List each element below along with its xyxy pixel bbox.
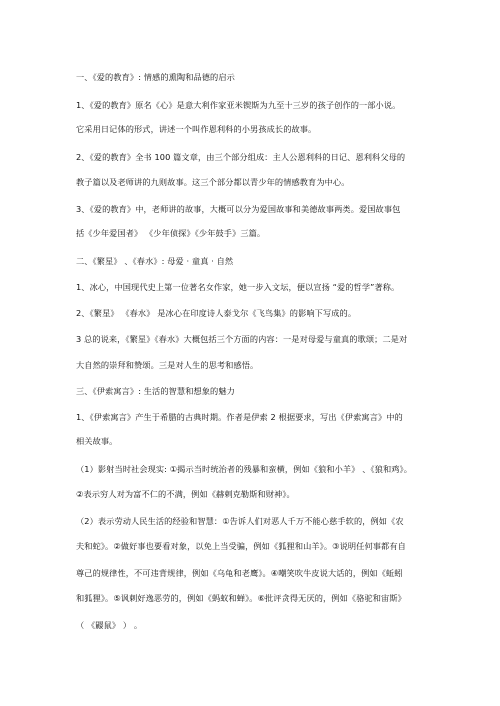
paragraph-line: （1）影射当时社会现实: ①揭示当时统治者的残暴和蛮横，例如《狼和小羊》 、《狼和鸡》。 (76, 464, 413, 474)
section-heading-1: 一、《爱的教育》: 情感的熏陶和品德的启示 (76, 72, 235, 82)
paragraph-line: 1、《伊索寓言》产生于希腊的古典时期。作者是伊索 2 根据要求，写出《伊索寓言》中的 (76, 412, 403, 422)
paragraph-line: 1、冰心，中国现代史上第一位著名女作家，她一步入文坛，便以宣扬 “爱的哲学”著称。 (76, 282, 400, 292)
paragraph-line: 2、《爱的教育》全书 100 篇文章，由三个部分组成：主人公恩利科的日记、恩利科父母的 (76, 152, 406, 162)
paragraph-line: 3 总的说来，《繁星》《春水》大概包括三个方面的内容：一是对母爱与童真的歌颂；二是对 (76, 334, 408, 344)
paragraph-line: 教子篇以及老师讲的九则故事。这三个部分都以青少年的情感教育为中心。 (76, 177, 350, 187)
paragraph-line: 1、《爱的教育》原名《心》是意大利作家亚米锲斯为九至十三岁的孩子创作的一部小说。 (76, 100, 401, 110)
paragraph-line: 2、《繁星》 《春水》 是冰心在印度诗人泰戈尔《飞鸟集》的影响下写成的。 (76, 308, 357, 318)
section-heading-3: 三、《伊索寓言》: 生活的智慧和想象的魅力 (76, 386, 235, 396)
paragraph-line: 大自然的崇拜和赞颂。三是对人生的思考和感悟。 (76, 360, 259, 370)
paragraph-line: 相关故事。 (76, 436, 118, 446)
paragraph-line: 括《少年爱国者》 《少年侦探》《少年鼓手》三篇。 (76, 228, 266, 238)
section-heading-2: 二、《繁星》 、《春水》: 母爱 · 童真 · 自然 (76, 256, 234, 266)
paragraph-line: 和狐狸》。⑤讽刺好逸恶劳的，例如《蚂蚁和蝉》。⑥批评贪得无厌的，例如《骆驼和宙斯》 (76, 593, 406, 603)
paragraph-line: 夫和蛇》。②做好事也要看对象，以免上当受骗，例如《狐狸和山羊》。③说明任何事都有自 (76, 541, 406, 551)
paragraph-line: 尊己的规律性，不可违背规律，例如《乌龟和老鹰》。④嘲笑吹牛皮说大话的，例如《蚯蚓 (76, 568, 403, 578)
paragraph-line: （ 《鼹鼠》 ） 。 (76, 620, 143, 630)
paragraph-line: 它采用日记体的形式，讲述一个叫作恩利科的小男孩成长的故事。 (76, 124, 317, 134)
paragraph-line: 3、《爱的教育》中，老师讲的故事，大概可以分为爱国故事和美德故事两类。爱国故事包 (76, 204, 401, 214)
paragraph-line: ②表示穷人对为富不仁的不满，例如《赫剌克勒斯和财神》。 (76, 489, 295, 499)
paragraph-line: （2）表示劳动人民生活的经验和智慧：①告诉人们对恶人千万不能心慈手软的，例如《农 (76, 516, 404, 526)
